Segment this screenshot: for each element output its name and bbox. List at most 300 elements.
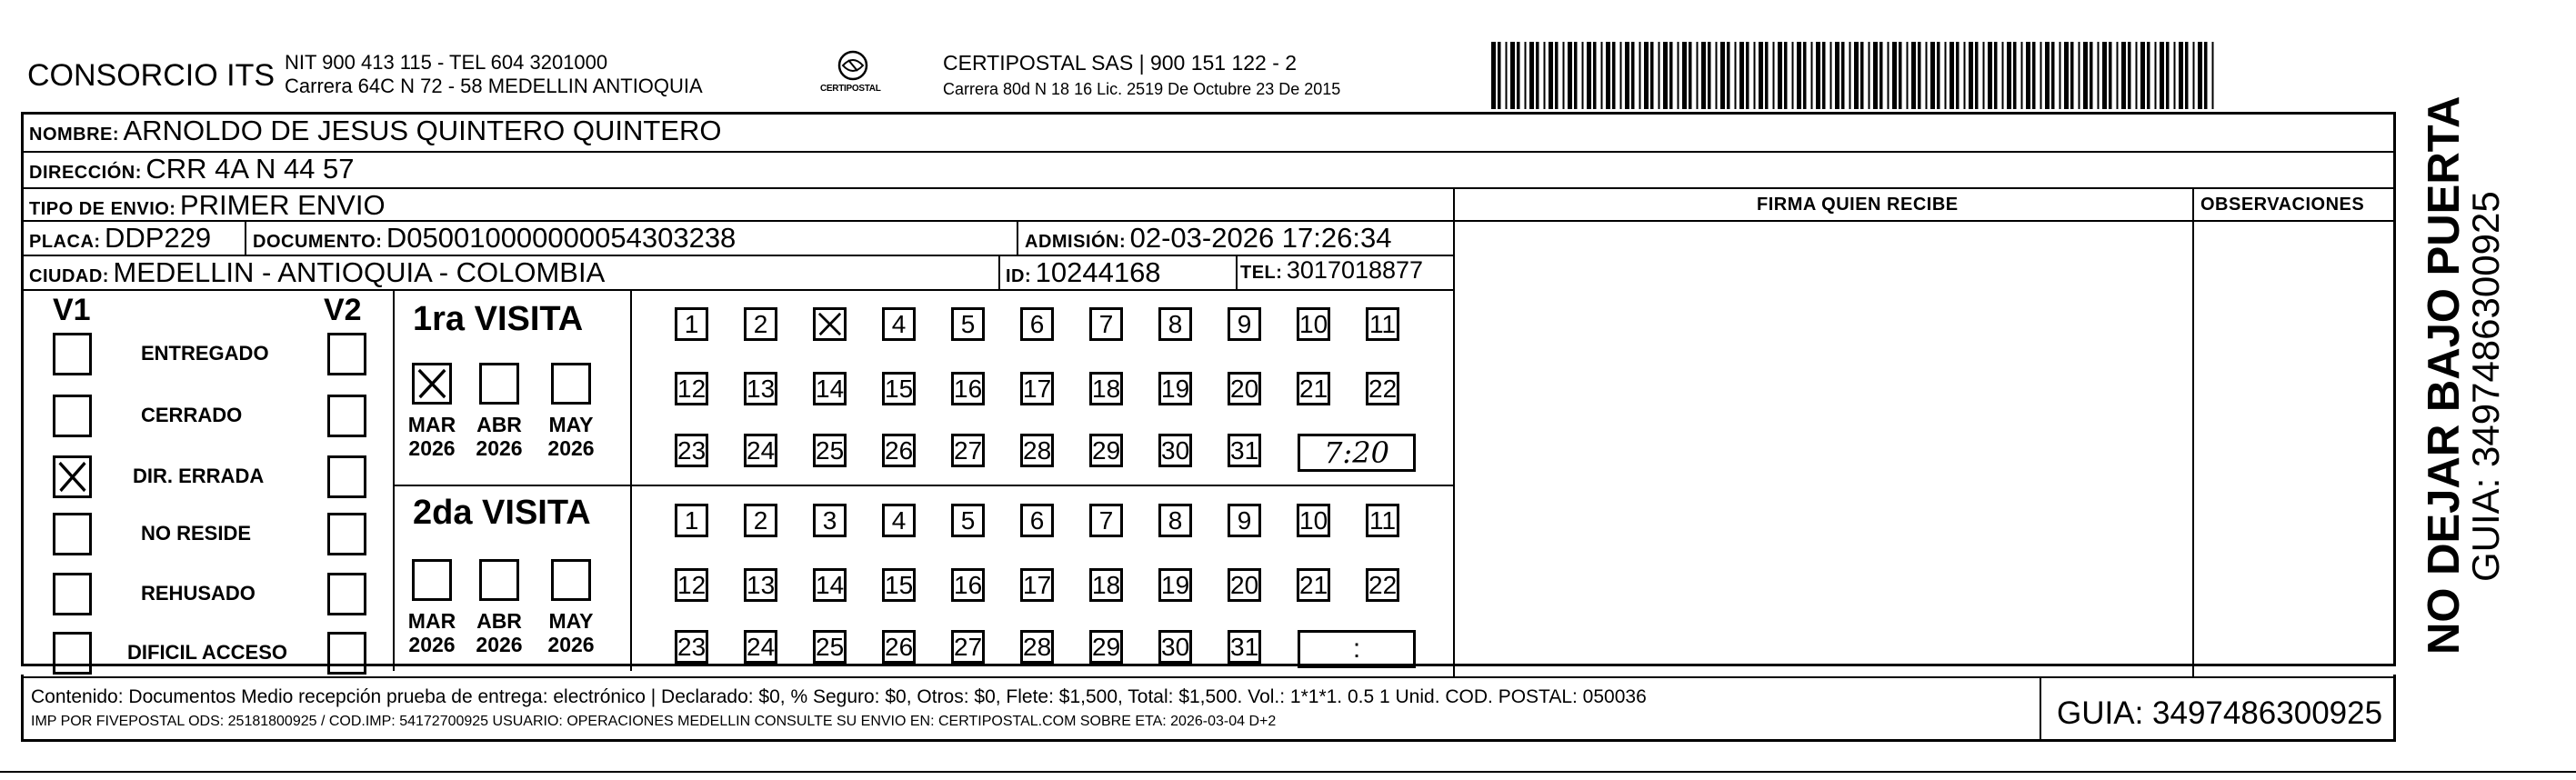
barcode-bar [2026,42,2030,109]
barcode-bar [1620,42,1622,109]
day-number: 31 [1230,436,1259,465]
day-number: 15 [885,571,914,599]
day-box[interactable] [1228,307,1261,341]
day-box[interactable] [744,434,777,467]
day-box[interactable] [1366,504,1399,537]
barcode-bar [1926,42,1928,109]
day-box[interactable] [1089,307,1123,341]
month-year: 2026 [476,436,523,460]
barcode-bar [1631,42,1635,109]
day-number: 1 [684,506,699,535]
barcode-bar [1860,42,1864,109]
day-box[interactable] [1089,504,1123,537]
barcode-bar [1663,42,1668,109]
barcode-bar [2098,42,2100,109]
day-box[interactable] [951,504,985,537]
barcode-bar [1945,42,1947,109]
barcode-bar [1911,42,1916,109]
status-v2-checkbox[interactable] [327,513,366,555]
month-checkbox[interactable] [551,559,591,601]
barcode-bar [1765,42,1769,109]
barcode-bar [2147,42,2150,109]
day-number: 5 [960,310,976,338]
day-box[interactable] [1366,372,1399,405]
barcode-bar [1536,42,1539,109]
day-number: 9 [1237,506,1252,535]
barcode-bar [1601,42,1603,109]
day-box[interactable] [1158,307,1192,341]
day-number: 24 [747,436,776,465]
status-v2-checkbox[interactable] [327,333,366,375]
barcode-bar [1907,42,1909,109]
day-number: 22 [1368,375,1398,403]
ciudad-label: CIUDAD: [29,266,109,286]
status-label: DIFICIL ACCESO [127,641,288,664]
day-number: 28 [1023,633,1052,661]
visit1-title: 1ra VISITA [413,300,584,338]
day-number: 7 [1098,310,1114,338]
barcode-bar [1918,42,1921,109]
status-v1-checkbox[interactable] [53,395,92,437]
month-name: MAY [548,413,594,436]
barcode-bar [2136,42,2138,109]
certipostal-logo [818,47,887,104]
day-box[interactable] [1158,434,1192,467]
footer-line2: IMP POR FIVEPOSTAL ODS: 25181800925 / COD.IMP: 54172700925 USUARIO: OPERACIONES MEDELLIN CONSULTE SU ENVIO EN: CERTIPOSTAL.COM SOBRE ETA: 2026-03-04 D+2 [31,714,1277,729]
barcode-bar [1950,42,1954,109]
barcode-bar [1754,42,1756,109]
month-checkbox[interactable] [479,363,519,405]
direccion-value: CRR 4A N 44 57 [145,153,355,185]
barcode-bar [2090,42,2093,109]
month-checkbox[interactable] [412,559,452,601]
day-box[interactable] [744,568,777,602]
barcode-bar [1888,42,1889,109]
barcode-bar [2193,42,2195,109]
id-label: ID: [1006,266,1032,286]
day-number: 25 [816,633,845,661]
status-label: NO RESIDE [141,522,252,545]
barcode-bar [1612,42,1616,109]
day-number: 8 [1168,506,1183,535]
day-number: 8 [1168,310,1183,338]
day-number: 15 [885,375,914,403]
barcode-bar [1669,42,1673,109]
tel-label: TEL: [1240,263,1283,283]
day-number: 24 [747,633,776,661]
day-number: 27 [954,633,983,661]
barcode-bar [1964,42,1966,109]
barcode-bar [1555,42,1559,109]
barcode-bar [2198,42,2202,109]
day-number: 1 [684,310,699,338]
direccion-row [29,153,355,185]
barcode-bar [2040,42,2042,109]
barcode-bar [2204,42,2208,109]
day-number: 18 [1092,571,1121,599]
placa-row [29,222,211,255]
barcode-bar [2032,42,2036,109]
month-checkbox[interactable] [412,363,452,405]
month-name: MAR [407,609,456,633]
day-box[interactable] [675,372,708,405]
v1-label: V1 [53,293,91,327]
x-mark-icon [55,458,89,495]
barcode-bar [1625,42,1629,109]
barcode-bar [2083,42,2088,109]
barcode-bar [2155,42,2157,109]
barcode-bar [1983,42,1985,109]
barcode-bar [1975,42,1979,109]
barcode-bar [1792,42,1794,109]
day-number: 4 [891,506,907,535]
documento-value: D050010000000054303238 [386,222,737,254]
day-number: 7 [1098,506,1114,535]
day-box[interactable] [882,434,916,467]
barcode-bar [2060,42,2061,109]
day-number: 9 [1237,310,1252,338]
month-year: 2026 [408,436,456,460]
company-name: CONSORCIO ITS [27,58,276,93]
day-number: 4 [891,310,907,338]
barcode-bar [1869,42,1870,109]
barcode-bar [1678,42,1679,109]
day-number: 23 [677,436,707,465]
tipo-label: TIPO DE ENVIO: [29,199,176,219]
day-number: 10 [1299,506,1328,535]
nombre-value: ARNOLDO DE JESUS QUINTERO QUINTERO [123,115,722,146]
barcode-bar [1529,42,1534,109]
day-number: 12 [677,571,707,599]
visit-time-box[interactable] [1298,434,1416,472]
certipostal-line2: Carrera 80d N 18 16 Lic. 2519 De Octubre 23 De 2015 [943,80,1341,98]
day-box[interactable] [1089,630,1123,664]
barcode-bar [1803,42,1807,109]
day-number: 2 [753,310,768,338]
day-number: 6 [1029,506,1045,535]
day-box[interactable] [1020,307,1054,341]
day-number: 12 [677,375,707,403]
day-number: 11 [1368,310,1397,338]
day-box[interactable] [744,504,777,537]
firma-header: FIRMA QUIEN RECIBE [1757,195,1959,215]
barcode-bar [2160,42,2164,109]
barcode-bar [1778,42,1782,109]
day-box[interactable] [1089,568,1123,602]
barcode-bar [1773,42,1775,109]
day-box[interactable] [675,434,708,467]
month-year: 2026 [408,633,456,656]
barcode-bar [1822,42,1826,109]
barcode-bar [1682,42,1687,109]
day-box[interactable] [882,307,916,341]
status-label: CERRADO [141,404,243,426]
day-number: 16 [954,571,983,599]
id-row [1006,256,1161,289]
direccion-label: DIRECCIÓN: [29,163,142,183]
nombre-row [29,115,721,147]
day-box[interactable] [813,504,847,537]
status-v1-checkbox[interactable] [53,632,92,675]
status-v1-checkbox[interactable] [53,333,92,375]
day-number: 14 [816,571,845,599]
barcode-bar [1544,42,1546,109]
day-box[interactable] [882,568,916,602]
status-v2-checkbox[interactable] [327,395,366,437]
barcode-bar [1582,42,1584,109]
month-year: 2026 [547,633,595,656]
barcode-bar [2013,42,2017,109]
day-box[interactable] [1020,630,1054,664]
barcode-bar [1650,42,1654,109]
day-number: 19 [1161,571,1190,599]
barcode-bar [1892,42,1897,109]
admision-label: ADMISIÓN: [1025,232,1127,252]
tel-row [1240,256,1423,285]
x-mark-icon [415,365,449,402]
placa-label: PLACA: [29,232,101,252]
barcode-bar [1739,42,1744,109]
barcode-bar [1830,42,1832,109]
barcode-bar [1879,42,1883,109]
day-box[interactable] [1366,568,1399,602]
barcode-bar [2051,42,2055,109]
day-number: 21 [1299,375,1328,403]
day-number: 25 [816,436,845,465]
month-year: 2026 [547,436,595,460]
documento-row [253,222,736,255]
barcode-bar [2102,42,2107,109]
barcode-bar [1854,42,1859,109]
day-box[interactable] [744,307,777,341]
barcode-bar [2064,42,2069,109]
day-number: 11 [1368,506,1397,535]
month-name: MAY [548,609,594,633]
barcode-bar [2166,42,2170,109]
barcode-bar [1835,42,1839,109]
id-value: 10244168 [1035,256,1161,288]
day-box[interactable] [1020,504,1054,537]
day-box[interactable] [675,630,708,664]
day-box[interactable] [813,307,847,341]
barcode-bar [1988,42,1992,109]
day-number: 21 [1299,571,1328,599]
barcode-bar [1746,42,1749,109]
barcode-bar [2117,42,2119,109]
x-mark-icon [816,310,844,338]
day-number: 5 [960,506,976,535]
month-label [470,413,528,460]
barcode-bar [2045,42,2050,109]
placa-value: DDP229 [105,222,212,254]
day-box[interactable] [675,307,708,341]
day-box[interactable] [1297,307,1330,341]
day-box[interactable] [813,568,847,602]
barcode-bar [1784,42,1788,109]
barcode-bar [1849,42,1851,109]
day-box[interactable] [1228,630,1261,664]
day-number: 23 [677,633,707,661]
day-box[interactable] [1297,568,1330,602]
day-box[interactable] [813,372,847,405]
month-checkbox[interactable] [551,363,591,405]
day-number: 26 [885,436,914,465]
barcode-bar [2121,42,2126,109]
day-box[interactable] [882,630,916,664]
day-number: 10 [1299,310,1328,338]
day-number: 13 [747,571,776,599]
barcode-bar [2070,42,2074,109]
barcode-bar [1727,42,1730,109]
day-box[interactable] [1228,568,1261,602]
barcode-bar [1930,42,1935,109]
barcode-bar [1644,42,1649,109]
day-box[interactable] [1020,568,1054,602]
barcode-bar [2021,42,2023,109]
day-box[interactable] [675,568,708,602]
barcode-bar [1525,42,1527,109]
day-box[interactable] [813,630,847,664]
barcode-bar [1735,42,1737,109]
footer-frame [21,675,2396,742]
barcode-bar [1956,42,1960,109]
barcode-bar [1759,42,1763,109]
status-v1-checkbox[interactable] [53,573,92,615]
barcode-bar [2179,42,2183,109]
barcode-bar [2002,42,2004,109]
day-box[interactable] [1228,372,1261,405]
ciudad-row [29,256,605,289]
barcode-bar [1549,42,1553,109]
side-guia: GUIA: 3497486300925 [2464,191,2507,582]
barcode-bar [2007,42,2011,109]
day-box[interactable] [1158,568,1192,602]
day-number: 26 [885,633,914,661]
day-box[interactable] [744,630,777,664]
month-label [403,609,461,656]
ciudad-value: MEDELLIN - ANTIOQUIA - COLOMBIA [113,256,606,288]
barcode-bar [1593,42,1597,109]
barcode-bar [1899,42,1902,109]
barcode-bar [2109,42,2112,109]
day-box[interactable] [813,434,847,467]
footer-guia: GUIA: 3497486300925 [2057,695,2383,731]
day-box[interactable] [1020,372,1054,405]
status-v2-checkbox[interactable] [327,573,366,615]
day-box[interactable] [675,504,708,537]
day-box[interactable] [1089,434,1123,467]
barcode-bar [1510,42,1515,109]
certipostal-logo-text: CERTIPOSTAL [820,84,881,94]
barcode-bar [1491,42,1496,109]
status-v2-checkbox[interactable] [327,455,366,498]
day-box[interactable] [951,307,985,341]
tipo-value: PRIMER ENVIO [179,189,386,221]
day-box[interactable] [882,504,916,537]
day-box[interactable] [951,434,985,467]
tipo-row [29,189,386,222]
day-number: 20 [1230,375,1259,403]
day-box[interactable] [1089,372,1123,405]
month-label [542,609,600,656]
day-number: 29 [1092,633,1121,661]
day-number: 20 [1230,571,1259,599]
day-number: 18 [1092,375,1121,403]
day-box[interactable] [1228,504,1261,537]
barcode-bar [1689,42,1692,109]
status-v1-checkbox[interactable] [53,455,92,498]
visit2-title: 2da VISITA [413,494,591,532]
status-v1-checkbox[interactable] [53,513,92,555]
nombre-label: NOMBRE: [29,125,120,145]
day-box[interactable] [1297,372,1330,405]
day-box[interactable] [1297,504,1330,537]
barcode-bar [1720,42,1725,109]
day-number: 30 [1161,633,1190,661]
barcode-bar [1816,42,1820,109]
certipostal-logo-icon [818,47,887,104]
day-box[interactable] [1228,434,1261,467]
day-box[interactable] [1366,307,1399,341]
v2-label: V2 [324,293,362,327]
visit-time-value: : [1352,634,1361,664]
admision-row [1025,222,1391,255]
visit-time-box[interactable] [1298,630,1416,668]
status-label: REHUSADO [141,582,256,605]
day-box[interactable] [744,372,777,405]
barcode [1491,42,2219,109]
barcode-bar [1639,42,1641,109]
status-v2-checkbox[interactable] [327,632,366,675]
month-name: MAR [407,413,456,436]
day-box[interactable] [951,372,985,405]
day-box[interactable] [882,372,916,405]
month-label [403,413,461,460]
barcode-bar [1701,42,1706,109]
day-number: 29 [1092,436,1121,465]
barcode-bar [2212,42,2214,109]
barcode-bar [1697,42,1699,109]
day-number: 2 [753,506,768,535]
day-box[interactable] [1158,372,1192,405]
visit-time-value: 7:20 [1324,435,1389,470]
day-box[interactable] [1020,434,1054,467]
barcode-bar [1563,42,1565,109]
day-number: 6 [1029,310,1045,338]
barcode-bar [1716,42,1718,109]
barcode-bar [1568,42,1572,109]
barcode-bar [1506,42,1508,109]
barcode-bar [1969,42,1973,109]
day-box[interactable] [1158,504,1192,537]
day-number: 3 [822,506,837,535]
barcode-bar [1708,42,1711,109]
side-warning: NO DEJAR BAJO PUERTA [2420,95,2469,655]
day-box[interactable] [951,568,985,602]
day-box[interactable] [1158,630,1192,664]
status-label: ENTREGADO [141,342,269,365]
month-name: ABR [476,609,522,633]
day-box[interactable] [951,630,985,664]
day-number: 28 [1023,436,1052,465]
observaciones-header: OBSERVACIONES [2200,195,2365,215]
barcode-bar [2079,42,2080,109]
month-checkbox[interactable] [479,559,519,601]
footer-line1: Contenido: Documentos Medio recepción prueba de entrega: electrónico | Declarado: $0, % Seguro: $0, Otros: $0, Flete: $1,500, Total: $1,500. Vol.: 1*1*1. 0.5 1 Unid. COD. POSTAL: 050036 [31,686,1647,707]
barcode-bar [2128,42,2131,109]
day-number: 22 [1368,571,1398,599]
day-number: 17 [1023,571,1052,599]
